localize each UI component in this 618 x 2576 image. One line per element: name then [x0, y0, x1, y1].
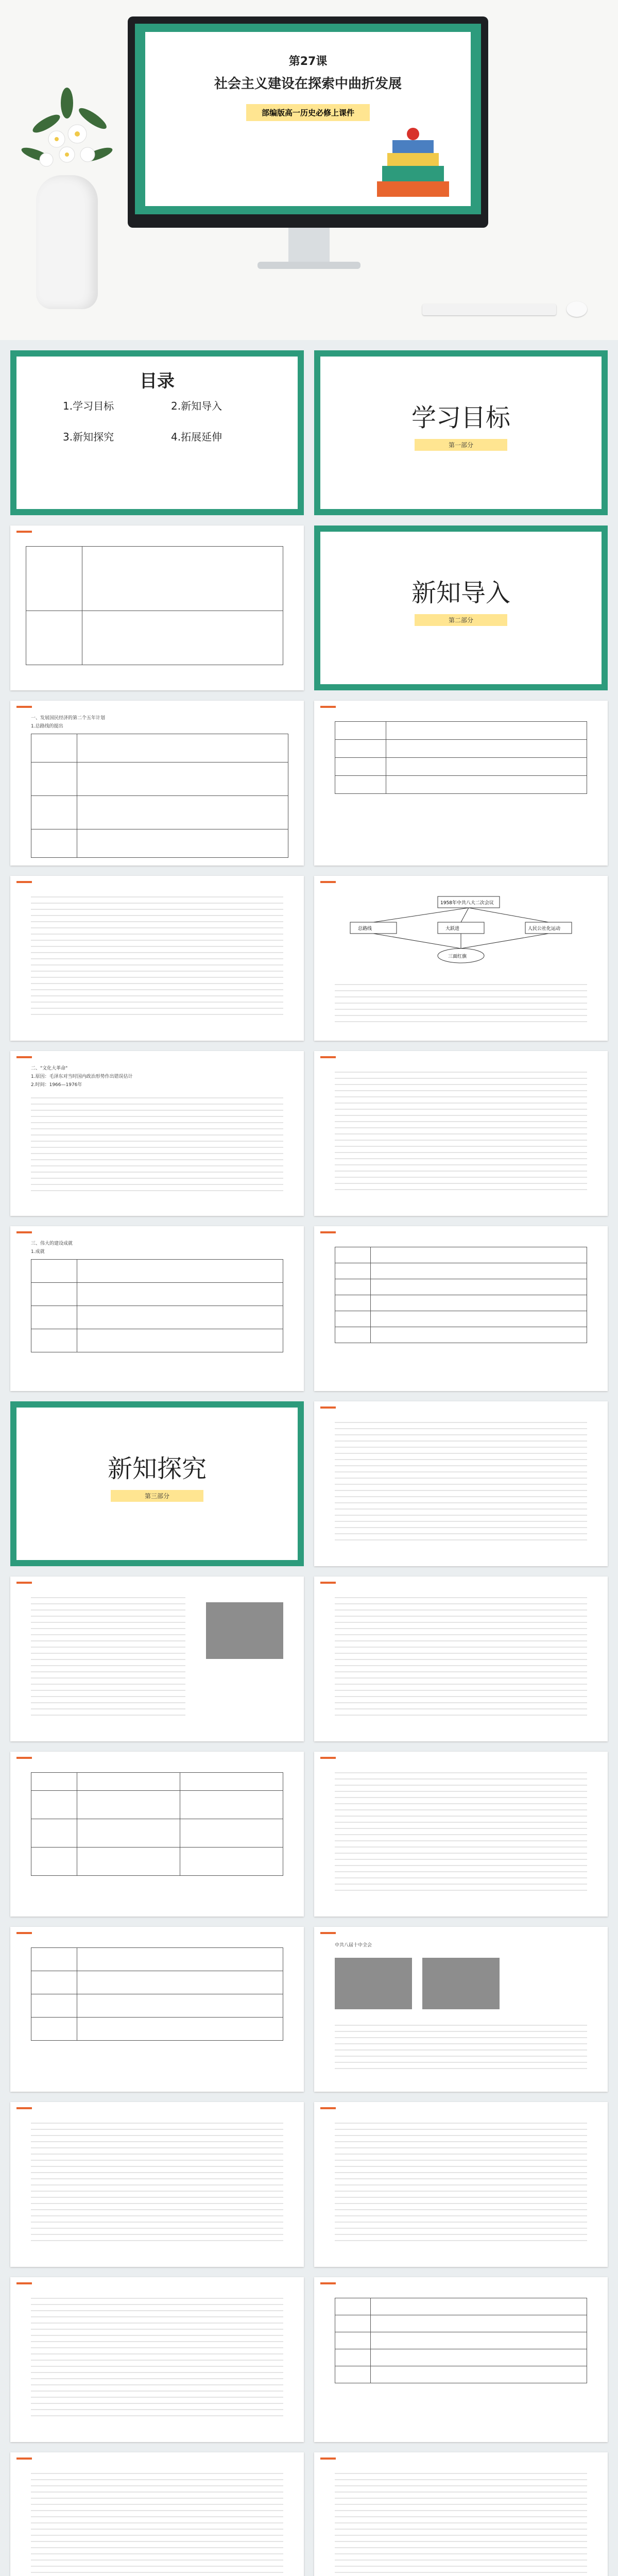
content-table-2 — [335, 721, 587, 794]
text-block — [335, 1767, 587, 1896]
slide-content-3 — [10, 876, 304, 1041]
content-heading: 中共八届十中全会 — [335, 1943, 372, 1948]
keyboard — [422, 304, 556, 315]
comparison-table — [31, 1772, 283, 1876]
diagram-node-2: 大跃进 — [445, 926, 460, 931]
toc-item-4[interactable]: 4.拓展延伸 — [171, 431, 222, 443]
historical-photo — [206, 1602, 283, 1659]
accent-bar — [16, 2458, 32, 2460]
slide-content-9 — [314, 1401, 608, 1566]
slide-content-2 — [314, 701, 608, 866]
section-tag-1: 第一部分 — [415, 439, 507, 451]
toc-item-2[interactable]: 2.新知导入 — [171, 400, 222, 412]
slide-content-10 — [10, 1577, 304, 1741]
content-line: 1.原因：毛泽东对当时国内政治形势作出错误估计 — [31, 1074, 133, 1079]
objectives-table — [26, 546, 283, 665]
text-block — [335, 1592, 587, 1721]
monitor-screen — [135, 24, 481, 214]
slide-content-5 — [10, 1051, 304, 1216]
monitor-base — [258, 262, 360, 269]
diagram-node-4: 三面红旗 — [448, 954, 467, 959]
text-block — [31, 2468, 283, 2576]
accent-bar — [16, 2282, 32, 2284]
content-subheading: 1.成就 — [31, 1249, 45, 1255]
content-heading: 三、伟大的建设成就 — [31, 1241, 73, 1246]
section-tag-3: 第三部分 — [111, 1490, 203, 1502]
slide-content-13 — [314, 1752, 608, 1917]
plant-decoration — [15, 82, 118, 185]
text-block — [31, 891, 283, 1020]
slide-content-20 — [10, 2452, 304, 2576]
discussion-table — [31, 1947, 283, 2041]
slide-content-21 — [314, 2452, 608, 2576]
accent-bar — [16, 1231, 32, 1233]
section-tag-2: 第二部分 — [415, 614, 507, 626]
slide-section-3 — [10, 1401, 304, 1566]
accent-bar — [320, 1406, 336, 1409]
slide-section-1 — [314, 350, 608, 515]
mouse — [566, 301, 587, 317]
diagram-title: 1958年中共八大二次会议 — [440, 901, 494, 906]
lesson-title: 社会主义建设在探索中曲折发展 — [214, 76, 402, 92]
accent-bar — [320, 1932, 336, 1934]
accent-bar — [320, 706, 336, 708]
cover-slide — [145, 32, 471, 206]
lesson-number: 第27课 — [288, 55, 328, 68]
accent-bar — [320, 1582, 336, 1584]
text-block — [31, 2117, 283, 2246]
slide-objectives — [10, 526, 304, 690]
slide-content-6 — [314, 1051, 608, 1216]
accent-bar — [16, 531, 32, 533]
diagram-node-3: 人民公社化运动 — [528, 926, 561, 931]
accent-bar — [16, 881, 32, 883]
accent-bar — [16, 1932, 32, 1934]
accent-bar — [320, 881, 336, 883]
text-block — [335, 2117, 587, 2246]
slide-content-19 — [314, 2277, 608, 2442]
toc-item-1[interactable]: 1.学习目标 — [63, 400, 114, 412]
diagram-node-1: 总路线 — [358, 926, 372, 931]
slide-content-4 — [314, 876, 608, 1041]
text-block — [31, 1592, 185, 1721]
slide-content-11 — [314, 1577, 608, 1741]
text-block — [335, 2020, 587, 2071]
slide-content-8 — [314, 1226, 608, 1391]
monitor-stand — [288, 228, 330, 264]
section-title-1: 学习目标 — [411, 403, 510, 432]
historical-photo — [335, 1958, 412, 2009]
accent-bar — [320, 2282, 336, 2284]
achievements-table-2 — [335, 1247, 587, 1343]
historical-photo — [422, 1958, 500, 2009]
slide-content-14 — [10, 1927, 304, 2092]
section-title-2: 新知导入 — [411, 579, 510, 607]
slide-content-7 — [10, 1226, 304, 1391]
slide-section-2 — [314, 526, 608, 690]
slide-toc — [10, 350, 304, 515]
content-subheading: 1.总路线的提出 — [31, 724, 63, 729]
accent-bar — [320, 1056, 336, 1058]
accent-bar — [16, 1757, 32, 1759]
slide-content-15 — [314, 1927, 608, 2092]
books-illustration-icon — [367, 125, 459, 202]
content-heading: 一、发展国民经济的第二个五年计划 — [31, 716, 106, 721]
slide-content-18 — [10, 2277, 304, 2442]
section-title-3: 新知探究 — [107, 1454, 207, 1483]
text-block — [335, 979, 587, 1025]
accent-bar — [16, 1056, 32, 1058]
accent-bar — [16, 706, 32, 708]
concept-diagram — [335, 891, 587, 969]
slide-content-1 — [10, 701, 304, 866]
achievements-table — [31, 1259, 283, 1352]
content-heading: 二、"文化大革命" — [31, 1066, 68, 1071]
text-block — [335, 1066, 587, 1195]
slide-content-16 — [10, 2102, 304, 2267]
course-tag: 部编版高一历史必修上课件 — [246, 104, 370, 121]
accent-bar — [320, 2458, 336, 2460]
text-block — [335, 1417, 587, 1546]
text-block — [31, 2293, 283, 2421]
toc-title: 目录 — [140, 371, 175, 392]
accent-bar — [320, 1757, 336, 1759]
accent-bar — [16, 1582, 32, 1584]
toc-item-3[interactable]: 3.新知探究 — [63, 431, 114, 443]
text-block — [31, 1092, 283, 1195]
slide-content-17 — [314, 2102, 608, 2267]
accent-bar — [16, 2107, 32, 2109]
content-line: 2.时间：1966—1976年 — [31, 1082, 82, 1088]
accent-bar — [320, 2107, 336, 2109]
vase-decoration — [36, 175, 98, 309]
summary-table — [335, 2298, 587, 2383]
accent-bar — [320, 1231, 336, 1233]
text-block — [335, 2468, 587, 2576]
content-table-1 — [31, 734, 288, 858]
slide-content-12 — [10, 1752, 304, 1917]
